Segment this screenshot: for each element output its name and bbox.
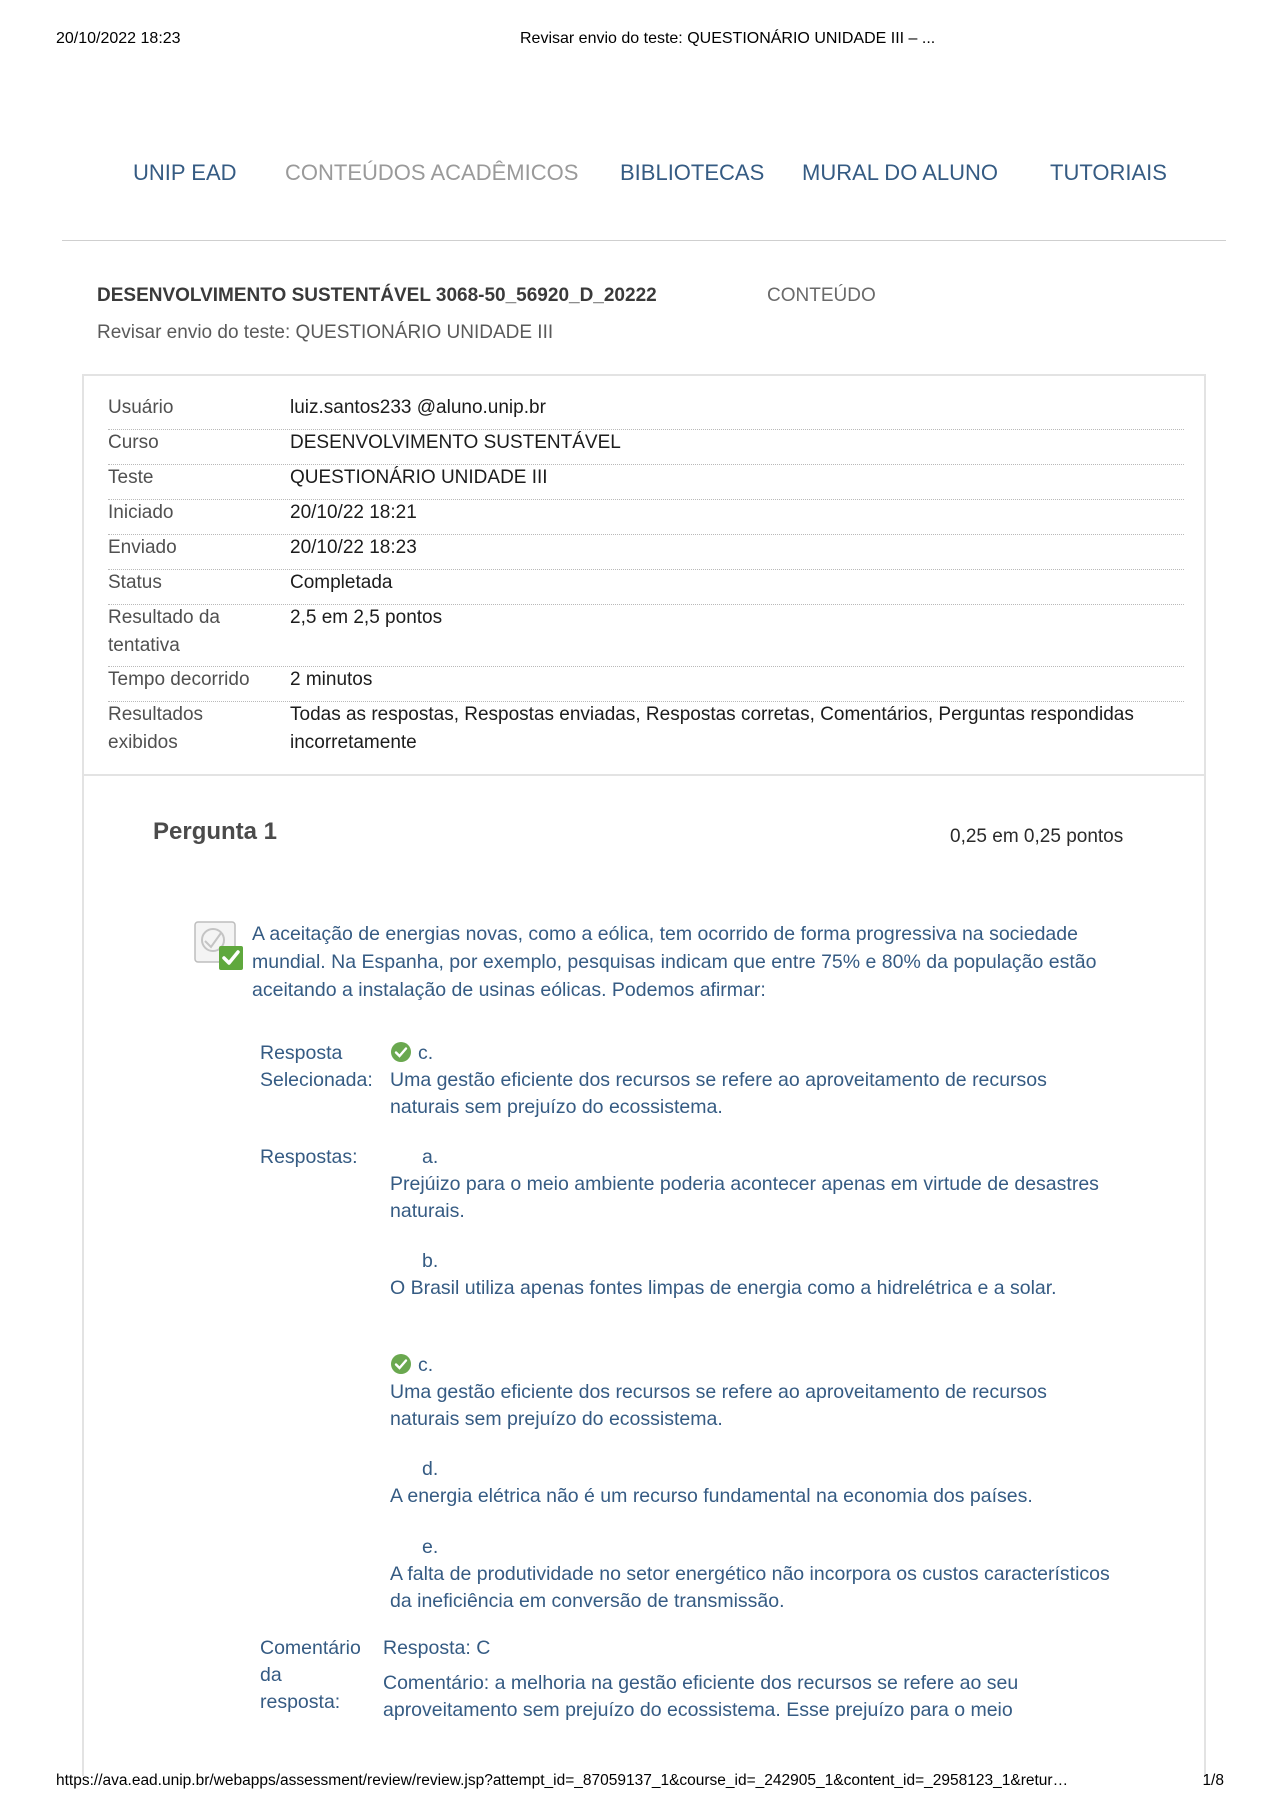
option-text: Prejúizo para o meio ambiente poderia acontecer apenas em virtude de desastres naturais. — [390, 1173, 1099, 1222]
summary-value: Todas as respostas, Respostas enviadas, Respostas corretas, Comentários, Perguntas respondidas incorretamente — [290, 704, 1134, 753]
comment-answer: Resposta: C — [383, 1637, 491, 1659]
summary-value: luiz.santos233 @aluno.unip.br — [290, 397, 546, 418]
selected-answer-label: Resposta Selecionada: — [260, 1042, 373, 1091]
summary-row-curso — [108, 429, 1184, 465]
correct-check-icon — [390, 1353, 412, 1375]
question-title: Pergunta 1 — [153, 818, 278, 845]
nav-mural-do-aluno[interactable]: MURAL DO ALUNO — [802, 160, 999, 185]
summary-label: Iniciado — [108, 502, 174, 523]
summary-label: Usuário — [108, 397, 174, 418]
print-header — [56, 30, 1224, 54]
summary-row-resultados-exibidos — [108, 701, 1184, 763]
correct-question-icon — [193, 920, 245, 972]
answer-option-d — [390, 1456, 1110, 1510]
summary-row-teste — [108, 464, 1184, 500]
option-text: Uma gestão eficiente dos recursos se refere ao aproveitamento de recursos naturais sem prejuízo do ecossistema. — [390, 1381, 1047, 1430]
nav-unip-ead[interactable]: UNIP EAD — [133, 160, 237, 185]
answer-option-e — [390, 1534, 1110, 1615]
attempt-summary — [82, 374, 1206, 776]
answer-option-c — [390, 1352, 1110, 1433]
answer-option-a — [390, 1144, 1110, 1225]
option-letter: c. — [418, 1354, 434, 1376]
print-date: 20/10/2022 18:23 — [56, 30, 181, 47]
top-navigation — [62, 160, 1218, 196]
option-text: A energia elétrica não é um recurso fundamental na economia dos países. — [390, 1485, 1033, 1507]
summary-value: 20/10/22 18:21 — [290, 502, 417, 523]
answers-label: Respostas: — [260, 1146, 358, 1168]
summary-label: Resultados exibidos — [108, 704, 204, 753]
summary-value: QUESTIONÁRIO UNIDADE III — [290, 467, 548, 488]
option-letter: d. — [422, 1458, 439, 1480]
comment-text: Comentário: a melhoria na gestão eficiente dos recursos se refere ao seu aproveitamento sem prejuízo do ecossistema. Esse prejuízo para o meio — [383, 1672, 1019, 1721]
print-title: Revisar envio do teste: QUESTIONÁRIO UNIDADE III – ... — [520, 30, 936, 47]
selected-answer — [390, 1040, 1110, 1121]
summary-label: Resultado da tentativa — [108, 607, 220, 656]
summary-value: 2,5 em 2,5 pontos — [290, 607, 443, 628]
summary-label: Tempo decorrido — [108, 669, 250, 690]
option-letter: b. — [422, 1250, 439, 1272]
summary-label: Status — [108, 572, 162, 593]
comment-content — [383, 1635, 1103, 1724]
question-points: 0,25 em 0,25 pontos — [950, 826, 1124, 847]
content-link[interactable]: CONTEÚDO — [767, 285, 876, 306]
print-footer — [56, 1772, 1224, 1796]
print-page-number: 1/8 — [1202, 1772, 1224, 1789]
summary-value: 2 minutos — [290, 669, 373, 690]
course-title: DESENVOLVIMENTO SUSTENTÁVEL 3068-50_56920_D_20222 — [97, 285, 657, 306]
option-letter: e. — [422, 1536, 439, 1558]
nav-bibliotecas[interactable]: BIBLIOTECAS — [620, 160, 765, 185]
summary-row-resultado — [108, 604, 1184, 667]
selected-answer-text: Uma gestão eficiente dos recursos se refere ao aproveitamento de recursos naturais sem prejuízo do ecossistema. — [390, 1069, 1047, 1118]
summary-row-usuario — [108, 394, 1184, 430]
nav-conteudos-academicos[interactable]: CONTEÚDOS ACADÊMICOS — [285, 160, 579, 185]
summary-row-tempo — [108, 666, 1184, 702]
summary-row-enviado — [108, 534, 1184, 570]
option-letter: a. — [422, 1146, 439, 1168]
summary-label: Teste — [108, 467, 154, 488]
question-text: A aceitação de energias novas, como a eólica, tem ocorrido de forma progressiva na sociedade mundial. Na Espanha, por exemplo, pesquisas indicam que entre 75% e 80% da população estão aceitando a instalação de usinas eólicas. Podemos afirmar: — [252, 923, 1097, 1001]
comment-label: Comentário da resposta: — [260, 1637, 361, 1713]
selected-answer-letter: c. — [418, 1042, 434, 1064]
nav-divider — [62, 240, 1226, 241]
print-url: https://ava.ead.unip.br/webapps/assessment/review/review.jsp?attempt_id=_87059137_1&course_id=_242905_1&content_id=_2958123_1&retur… — [56, 1772, 1069, 1789]
summary-label: Enviado — [108, 537, 177, 558]
summary-label: Curso — [108, 432, 159, 453]
summary-row-iniciado — [108, 499, 1184, 535]
option-text: A falta de produtividade no setor energético não incorpora os custos característicos da ineficiência em conversão de transmissão. — [390, 1563, 1110, 1612]
summary-row-status — [108, 569, 1184, 605]
option-text: O Brasil utiliza apenas fontes limpas de energia como a hidrelétrica e a solar. — [390, 1277, 1057, 1299]
summary-value: DESENVOLVIMENTO SUSTENTÁVEL — [290, 432, 621, 453]
correct-check-icon — [390, 1041, 412, 1063]
breadcrumb: Revisar envio do teste: QUESTIONÁRIO UNIDADE III — [97, 322, 554, 343]
summary-value: Completada — [290, 572, 393, 593]
answer-option-b — [390, 1248, 1110, 1302]
summary-value: 20/10/22 18:23 — [290, 537, 417, 558]
nav-tutoriais[interactable]: TUTORIAIS — [1050, 160, 1167, 185]
